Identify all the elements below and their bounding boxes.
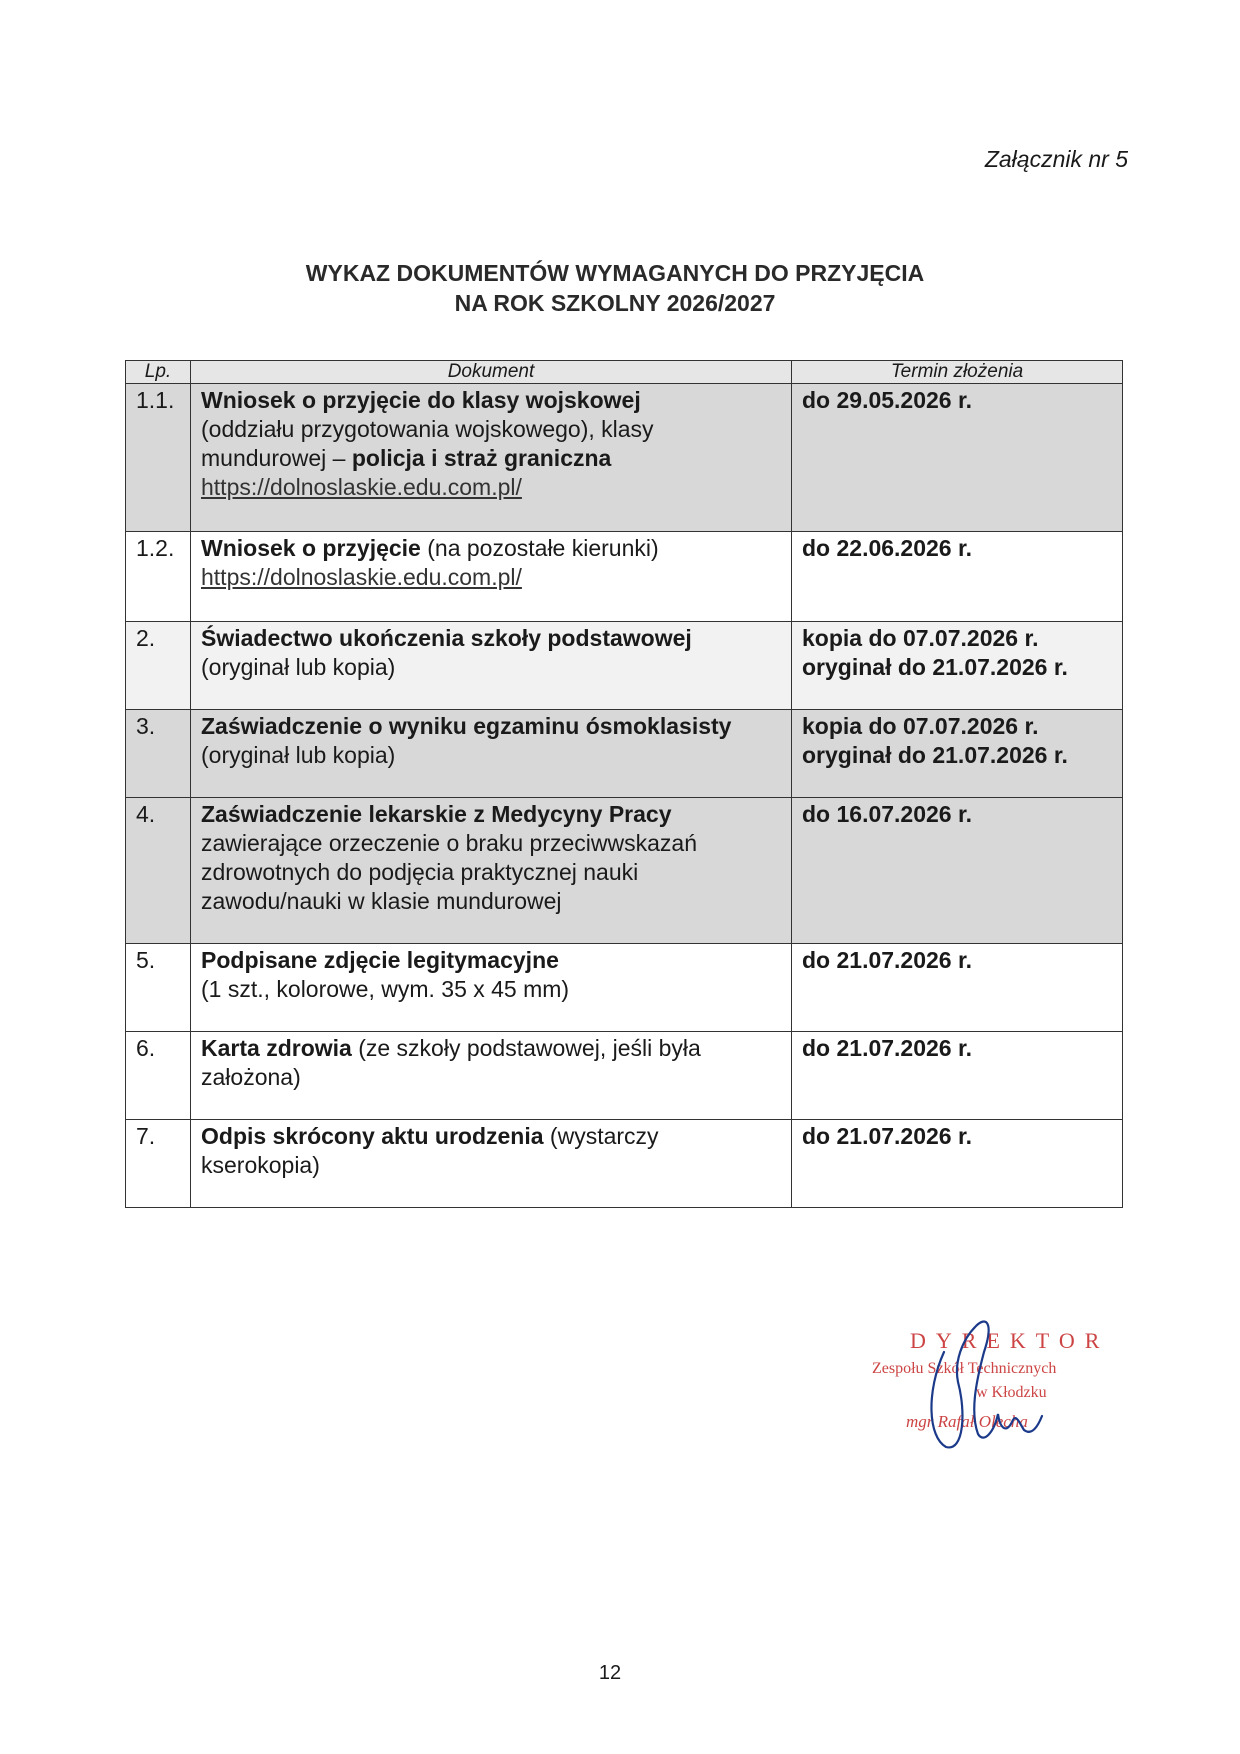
title-line-1: WYKAZ DOKUMENTÓW WYMAGANYCH DO PRZYJĘCIA xyxy=(305,260,925,286)
header-document: Dokument xyxy=(191,361,792,384)
table-row xyxy=(126,622,1123,710)
row-deadline xyxy=(792,710,1123,798)
row-lp: 4. xyxy=(126,798,191,944)
row-document-bold-2: policja i straż graniczna xyxy=(351,445,612,471)
stamp-line-3: w Kłodzku xyxy=(976,1384,1047,1401)
row-deadline-1: do 22.06.2026 r. xyxy=(802,535,973,561)
row-document xyxy=(191,944,792,1032)
row-document-bold: Podpisane zdjęcie legitymacyjne xyxy=(201,947,559,973)
row-lp: 1.2. xyxy=(126,532,191,622)
row-deadline-2: oryginał do 21.07.2026 r. xyxy=(802,654,1068,680)
row-document-bold: Zaświadczenie lekarskie z Medycyny Pracy xyxy=(201,801,672,827)
row-lp: 1.1. xyxy=(126,384,191,532)
row-document-bold: Zaświadczenie o wyniku egzaminu ósmoklasisty xyxy=(201,713,732,739)
row-deadline xyxy=(792,944,1123,1032)
row-deadline-1: do 21.07.2026 r. xyxy=(802,1123,973,1149)
stamp-line-2: Zespołu Szkół Technicznych xyxy=(872,1360,1057,1377)
row-document-bold: Wniosek o przyjęcie do klasy wojskowej xyxy=(201,387,641,413)
row-document-text: (1 szt., kolorowe, wym. 35 x 45 mm) xyxy=(201,976,570,1002)
row-document xyxy=(191,1032,792,1120)
header-deadline: Termin złożenia xyxy=(792,361,1123,384)
row-deadline xyxy=(792,622,1123,710)
table-row xyxy=(126,532,1123,622)
table-row xyxy=(126,798,1123,944)
row-lp: 6. xyxy=(126,1032,191,1120)
row-document xyxy=(191,710,792,798)
row-document-link[interactable]: https://dolnoslaskie.edu.com.pl/ xyxy=(201,474,522,500)
row-document xyxy=(191,384,792,532)
row-document-link[interactable]: https://dolnoslaskie.edu.com.pl/ xyxy=(201,564,522,590)
row-document-text: (wystarczy kserokopia) xyxy=(201,1123,659,1178)
row-deadline xyxy=(792,798,1123,944)
row-lp: 2. xyxy=(126,622,191,710)
row-document xyxy=(191,1120,792,1208)
page-number: 12 xyxy=(598,1662,622,1684)
row-document-bold: Odpis skrócony aktu urodzenia xyxy=(201,1123,544,1149)
signature-icon xyxy=(866,1312,1126,1462)
table-row xyxy=(126,384,1123,532)
row-lp: 3. xyxy=(126,710,191,798)
row-document xyxy=(191,798,792,944)
row-document-bold: Wniosek o przyjęcie xyxy=(201,535,421,561)
row-document-text: zawierające orzeczenie o braku przeciwwskazań zdrowotnych do podjęcia praktycznej nauki zawodu/nauki w klasie mundurowej xyxy=(201,830,698,914)
table-row xyxy=(126,1032,1123,1120)
row-document xyxy=(191,532,792,622)
row-deadline-1: do 21.07.2026 r. xyxy=(802,1035,973,1061)
table-row xyxy=(126,1120,1123,1208)
table-row xyxy=(126,944,1123,1032)
annex-label: Załącznik nr 5 xyxy=(984,146,1128,172)
header-lp: Lp. xyxy=(126,361,191,384)
table-row xyxy=(126,710,1123,798)
row-document-text: (ze szkoły podstawowej, jeśli była założona) xyxy=(201,1035,701,1090)
table-header-row xyxy=(126,361,1123,384)
documents-table xyxy=(125,360,1123,1208)
row-lp: 7. xyxy=(126,1120,191,1208)
row-deadline xyxy=(792,1032,1123,1120)
director-stamp xyxy=(866,1312,1126,1462)
stamp-line-4: mgr Rafał Olecha xyxy=(906,1412,1028,1431)
stamp-line-1: DYREKTOR xyxy=(910,1328,1110,1353)
row-deadline-2: oryginał do 21.07.2026 r. xyxy=(802,742,1068,768)
document-title xyxy=(0,258,1230,318)
row-document-text: (na pozostałe kierunki) xyxy=(420,535,659,561)
row-document-text: (oddziału przygotowania wojskowego), klasy mundurowej – xyxy=(201,416,654,471)
row-lp: 5. xyxy=(126,944,191,1032)
row-deadline-1: do 29.05.2026 r. xyxy=(802,387,973,413)
row-deadline-1: kopia do 07.07.2026 r. xyxy=(802,625,1039,651)
row-deadline-1: do 21.07.2026 r. xyxy=(802,947,973,973)
row-document-text: (oryginał lub kopia) xyxy=(201,654,396,680)
row-deadline-1: do 16.07.2026 r. xyxy=(802,801,973,827)
row-document xyxy=(191,622,792,710)
row-deadline-1: kopia do 07.07.2026 r. xyxy=(802,713,1039,739)
row-document-text: (oryginał lub kopia) xyxy=(201,742,396,768)
row-document-bold: Karta zdrowia xyxy=(201,1035,352,1061)
row-deadline xyxy=(792,532,1123,622)
row-deadline xyxy=(792,384,1123,532)
row-deadline xyxy=(792,1120,1123,1208)
row-document-bold: Świadectwo ukończenia szkoły podstawowej xyxy=(201,625,692,651)
title-line-2: NA ROK SZKOLNY 2026/2027 xyxy=(454,290,776,316)
